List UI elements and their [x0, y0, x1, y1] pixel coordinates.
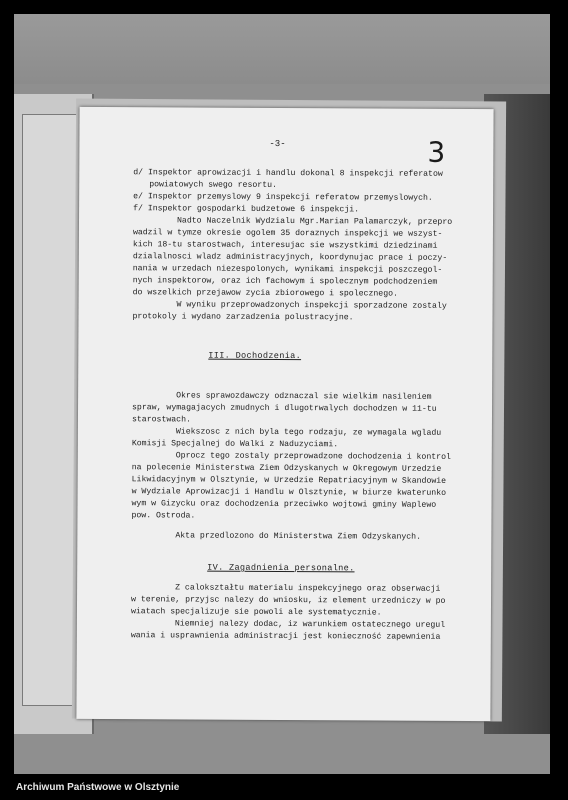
- text-line: Komisji Specjalnej do Walki z Naduzyciami.: [131, 439, 339, 450]
- text-line: wiatach specjalizuje sie powoli ale systematycznie.: [130, 607, 382, 618]
- text-line: Likwidacyjnym w Olsztynie, w Urzedzie Repatriacyjnym w Skandowie: [131, 475, 447, 486]
- text-line: protokoly i wydano zarzadzenia polustracyjne.: [132, 312, 354, 323]
- text-line: starostwach.: [131, 415, 191, 425]
- text-line: nych inspektorow, oraz ich fachowym i spolecznym podchodzeniem: [132, 276, 438, 287]
- film-background: [14, 14, 550, 84]
- text-line: Wiekszosc z nich byla tego rodzaju, ze wymagala wgladu: [175, 427, 442, 438]
- text-line: Oprocz tego zostaly przeprowadzone dochodzenia i kontrol: [175, 451, 451, 462]
- text-line: powiatowych swego resortu.: [149, 180, 277, 190]
- text-line: nania w urzedach niezespolonych, wynikami inspekcji poszczegol-: [132, 264, 443, 275]
- section-heading: IV. Zagadnienia personalne.: [207, 562, 355, 574]
- text-line: Z calokształtu materialu inspekcyjnego oraz obserwacji: [175, 583, 441, 594]
- text-line: Niemniej nalezy dodac, iz warunkiem ostatecznego uregul: [174, 619, 446, 630]
- text-line: e/ Inspektor przemyslowy 9 inspekcji referatow przemyslowych.: [133, 192, 433, 203]
- text-line: Nadto Naczelnik Wydzialu Mgr.Marian Palamarczyk, przepro: [176, 216, 453, 227]
- archive-footer: [0, 774, 568, 800]
- text-line: Okres sprawozdawczy odznaczal sie wielkim nasileniem: [176, 391, 432, 402]
- text-line: W wyniku przeprowadzonych inspekcji sporzadzone zostaly: [176, 300, 447, 311]
- text-line: wania i usprawnienia administracji jest konieczność zapewnienia: [130, 631, 441, 642]
- section-heading: III. Dochodzenia.: [208, 350, 302, 362]
- text-line: d/ Inspektor aprowizacji i handlu dokonal 8 inspekcji referatow: [133, 168, 443, 179]
- text-line: f/ Inspektor gospodarki budzetowe 6 inspekcji.: [133, 204, 360, 215]
- text-line: pow. Ostroda.: [131, 511, 196, 521]
- text-line: spraw, wymagajacych zmudnych i dlugotrwalych dochodzen w 11-tu: [132, 403, 437, 414]
- document-page: [76, 107, 493, 721]
- text-line: wadzil w tymze okresie ogolem 35 doraznych inspekcji we wszyst-: [132, 228, 443, 239]
- text-line: w Wydziale Aprowizacji i Handlu w Olsztynie, w biurze kwaterunko: [131, 487, 447, 498]
- text-line: na polecenie Ministerstwa Ziem Odzyskanych w Okregowym Urzedzie: [131, 463, 442, 474]
- text-line: kich 18-tu starostwach, interesujac sie wszystkimi dziedzinami: [132, 240, 438, 251]
- archive-label: Archiwum Państwowe w Olsztynie: [16, 782, 180, 793]
- document-text: [76, 107, 493, 721]
- text-line: dzialalnosci wladz administracyjnych, koordynujac prace i poczy-: [132, 252, 448, 263]
- text-line: Akta przedlozono do Ministerstwa Ziem Odzyskanych.: [175, 531, 422, 542]
- handwritten-page-number: 3: [427, 135, 446, 169]
- text-line: w terenie, przyjsc nalezy do wniosku, iz element urzedniczy w po: [131, 595, 446, 606]
- text-line: do wszelkich przejawow zycia zbiorowego i spolecznego.: [132, 288, 398, 299]
- page-number: -3-: [269, 138, 286, 149]
- film-frame: [14, 14, 550, 774]
- text-line: wym w Gizycku oraz dochodzenia przeciwko wojtowi gminy Waplewo: [131, 499, 437, 510]
